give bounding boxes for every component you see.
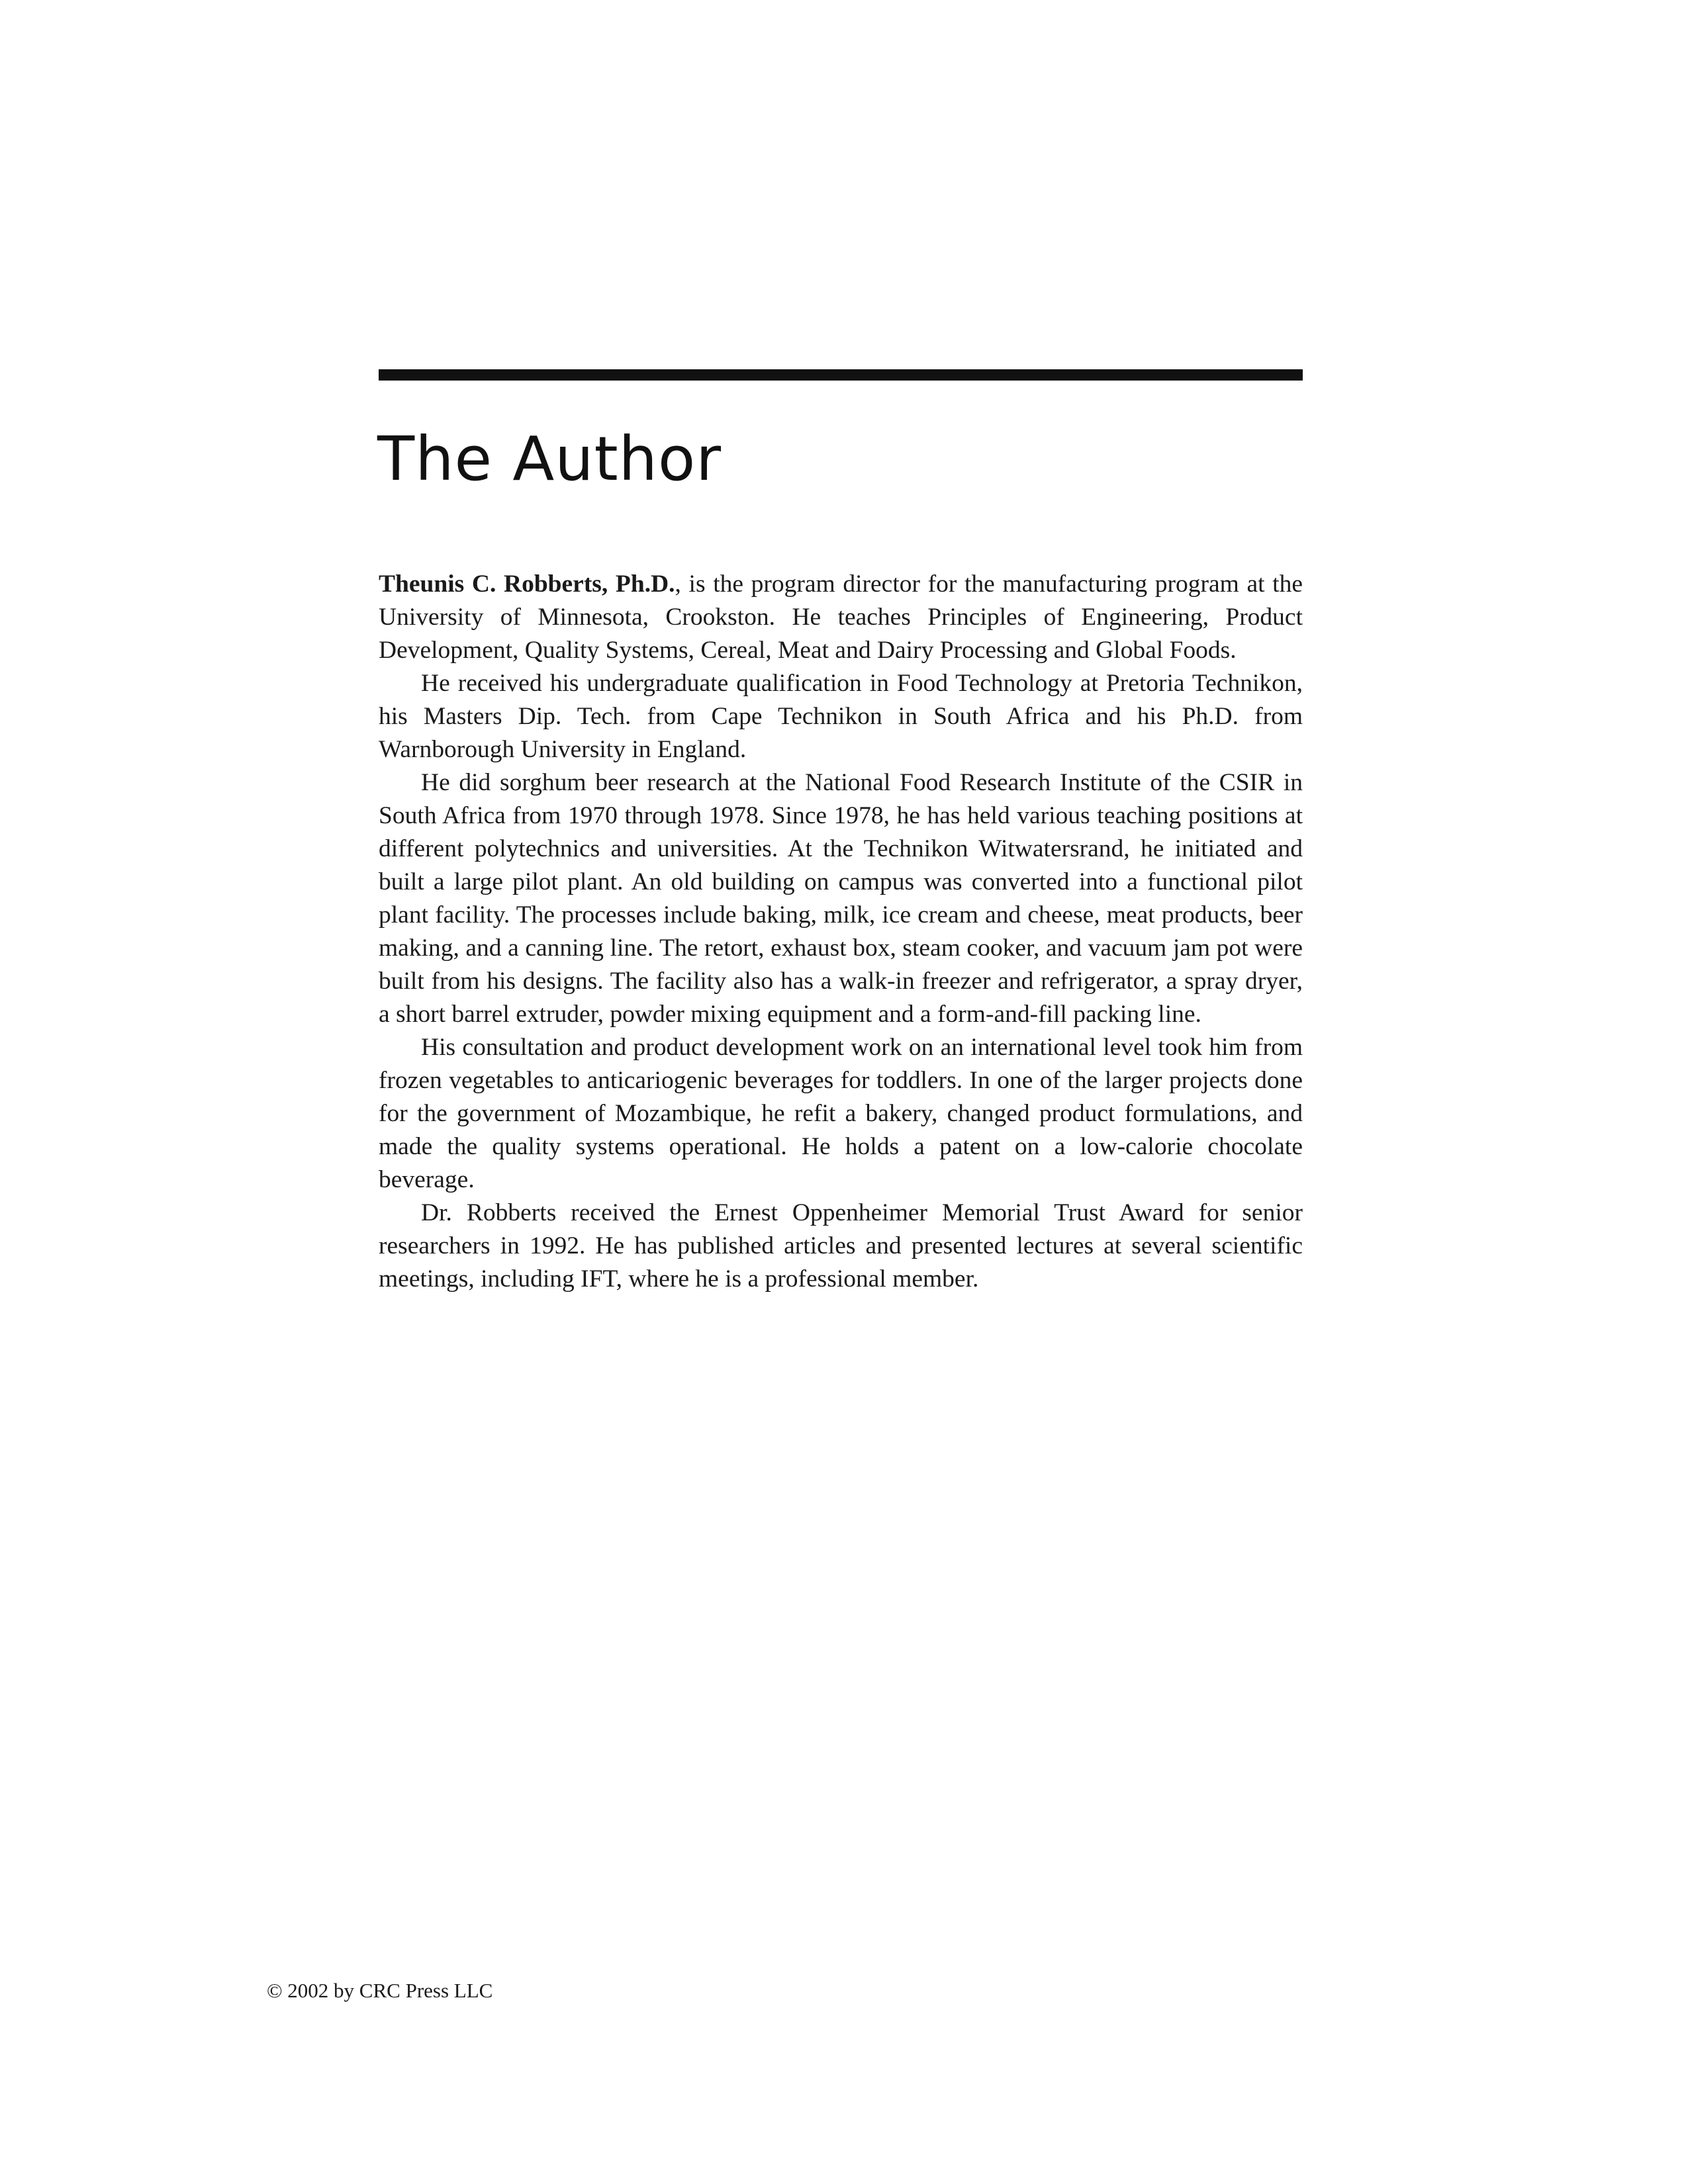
- bio-paragraph-1-text: , is the program director for the manufacturing program at the University of Minnesota, Crookston. He teaches Principles of Engineering, Product Development, Quality Systems, Cereal, Meat and Dairy Processing and Global Foods.: [379, 570, 1303, 664]
- bio-paragraph-1: [379, 568, 1303, 667]
- page-title: The Author: [377, 424, 722, 494]
- copyright-footer: © 2002 by CRC Press LLC: [267, 1979, 493, 2002]
- author-name: Theunis C. Robberts, Ph.D.: [379, 570, 675, 598]
- bio-paragraph-3: He did sorghum beer research at the National Food Research Institute of the CSIR in South Africa from 1970 through 1978. Since 1978, he has held various teaching positions at different polytechnics and universities. At the Technikon Witwatersrand, he initiated and built a large pilot plant. An old building on campus was converted into a functional pilot plant facility. The processes include baking, milk, ice cream and cheese, meat products, beer making, and a canning line. The retort, exhaust box, steam cooker, and vacuum jam pot were built from his designs. The facility also has a walk-in freezer and refrigerator, a spray dryer, a short barrel extruder, powder mixing equipment and a form-and-fill packing line.: [379, 769, 1303, 1028]
- bio-paragraph-2: He received his undergraduate qualification in Food Technology at Pretoria Technikon, his Masters Dip. Tech. from Cape Technikon in South Africa and his Ph.D. from Warnborough University in England.: [379, 670, 1303, 763]
- bio-paragraph-5: Dr. Robberts received the Ernest Oppenheimer Memorial Trust Award for senior researchers in 1992. He has published articles and presented lectures at several scientific meetings, including IFT, where he is a professional member.: [379, 1199, 1303, 1293]
- bio-paragraph-4: His consultation and product development work on an international level took him from frozen vegetables to anticariogenic beverages for toddlers. In one of the larger projects done for the government of Mozambique, he refit a bakery, changed product formulations, and made the quality systems operational. He holds a patent on a low-calorie chocolate beverage.: [379, 1034, 1303, 1193]
- header-rule: [379, 369, 1303, 381]
- author-bio: [379, 568, 1303, 1296]
